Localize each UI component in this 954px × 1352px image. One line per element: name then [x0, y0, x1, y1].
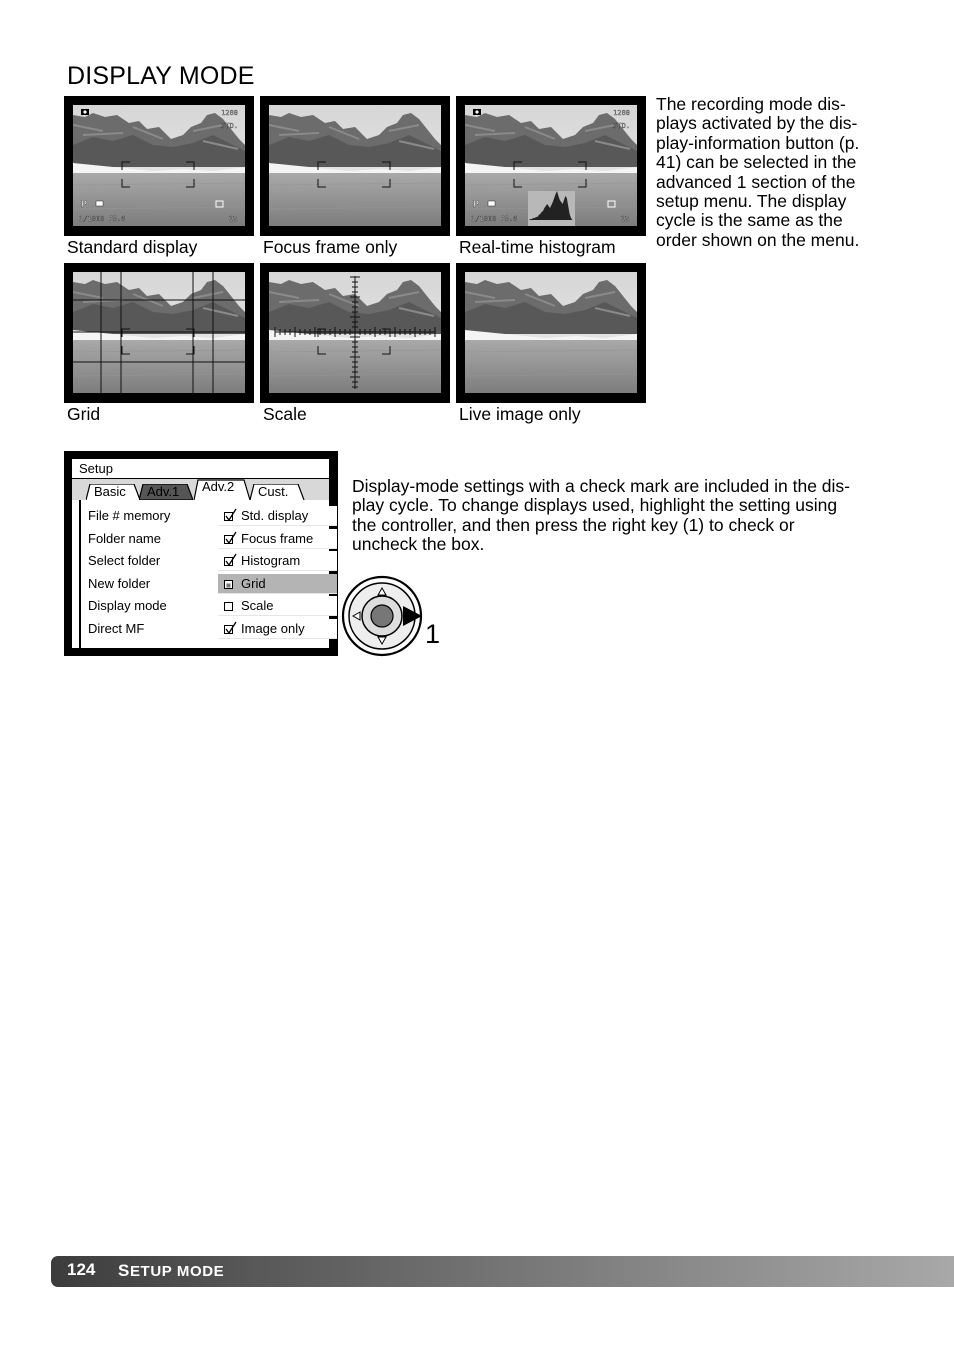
- menu-tab-bar: [72, 479, 329, 500]
- setup-menu-screen: [64, 451, 338, 656]
- intro-line: 41) can be selected in the: [656, 152, 857, 173]
- tab-adv1[interactable]: [139, 484, 195, 500]
- menu-item[interactable]: Select folder: [88, 553, 161, 568]
- checkbox-icon[interactable]: [224, 602, 233, 611]
- display-option-label: Image only: [241, 621, 305, 636]
- checkbox-checked-icon[interactable]: [224, 625, 233, 634]
- menu-title: Setup: [79, 461, 113, 476]
- svg-text:STD.: STD.: [613, 122, 630, 130]
- svg-text:12: 12: [228, 215, 237, 223]
- display-option[interactable]: [218, 619, 337, 639]
- instructions-line: the controller, and then press the right key (1) to check or: [352, 514, 795, 535]
- checkbox-checked-icon[interactable]: [224, 535, 233, 544]
- tab-basic[interactable]: [86, 484, 142, 500]
- controller-diagram: [340, 573, 435, 663]
- preview-scene: [73, 272, 245, 393]
- checkbox-icon[interactable]: [224, 580, 233, 589]
- caption-standard-display: Standard display: [67, 237, 198, 257]
- preview-scene: [269, 105, 441, 226]
- intro-line: order shown on the menu.: [656, 229, 860, 250]
- preview-scene: [73, 105, 245, 226]
- live-image-preview: [456, 263, 646, 403]
- intro-line: The recording mode dis-: [656, 94, 846, 114]
- intro-line: setup menu. The display: [656, 191, 847, 212]
- page-footer: [51, 1256, 954, 1287]
- histogram-preview: [456, 96, 646, 236]
- tab-cust-label: Cust.: [258, 484, 289, 499]
- preview-scene: [465, 105, 637, 226]
- display-option-label: Scale: [241, 598, 274, 613]
- display-option-label: Std. display: [241, 508, 309, 523]
- section-name: [118, 1261, 224, 1281]
- tab-basic-label: Basic: [94, 484, 126, 499]
- checkbox-checked-icon[interactable]: [224, 512, 233, 521]
- menu-item[interactable]: Direct MF: [88, 621, 145, 636]
- page-number: 124: [67, 1260, 96, 1279]
- instructions-paragraph: [352, 477, 850, 555]
- intro-line: play-information button (p.: [656, 132, 860, 153]
- intro-line: cycle is the same as the: [656, 210, 843, 231]
- instructions-line: play cycle. To change displays used, highlight the setting using: [352, 495, 838, 516]
- tab-adv2[interactable]: [194, 479, 252, 499]
- menu-item[interactable]: File # memory: [88, 508, 171, 523]
- checkbox-checked-icon[interactable]: [224, 557, 233, 566]
- caption-live-image: Live image only: [459, 404, 581, 424]
- intro-line: advanced 1 section of the: [656, 171, 856, 192]
- svg-text:P: P: [473, 199, 480, 209]
- preview-scene: [269, 272, 441, 393]
- svg-text:STD.: STD.: [221, 122, 238, 130]
- display-option[interactable]: [218, 529, 337, 549]
- tab-cust[interactable]: [250, 484, 306, 500]
- display-option-label: Histogram: [241, 553, 301, 568]
- right-key-number: 1: [425, 619, 441, 649]
- menu-item[interactable]: New folder: [88, 576, 151, 591]
- display-option[interactable]: [218, 506, 337, 526]
- intro-line: plays activated by the dis-: [656, 113, 858, 134]
- display-option-label: Focus frame: [241, 531, 314, 546]
- svg-text:1/1000 F5.6: 1/1000 F5.6: [79, 215, 126, 223]
- page-title: DISPLAY MODE: [67, 62, 255, 90]
- standard-display-preview: [64, 96, 254, 236]
- section-initial: S: [118, 1261, 130, 1280]
- svg-text:1280: 1280: [221, 109, 238, 117]
- caption-histogram: Real-time histogram: [459, 237, 616, 257]
- scale-preview: [260, 263, 450, 403]
- intro-paragraph: [656, 95, 859, 250]
- display-option-label: Grid: [241, 576, 266, 591]
- svg-text:1/1000 F5.6: 1/1000 F5.6: [471, 215, 518, 223]
- section-rest: ETUP MODE: [129, 1263, 225, 1280]
- tab-adv2-label: Adv.2: [202, 479, 235, 494]
- instructions-line: uncheck the box.: [352, 534, 485, 555]
- grid-preview: [64, 263, 254, 403]
- instructions-line: Display-mode settings with a check mark are included in the dis-: [352, 476, 850, 496]
- menu-item[interactable]: Folder name: [88, 531, 161, 546]
- svg-text:P: P: [81, 199, 88, 209]
- display-option[interactable]: [218, 596, 337, 616]
- display-option[interactable]: [218, 551, 337, 571]
- svg-text:12: 12: [620, 215, 629, 223]
- menu-item[interactable]: Display mode: [88, 598, 167, 613]
- caption-scale: Scale: [263, 404, 307, 424]
- display-option[interactable]: [218, 574, 337, 594]
- caption-focus-frame: Focus frame only: [263, 237, 398, 257]
- focus-frame-preview: [260, 96, 450, 236]
- tab-adv1-label: Adv.1: [147, 484, 180, 499]
- preview-scene: [465, 272, 637, 393]
- caption-grid: Grid: [67, 404, 101, 424]
- svg-text:1280: 1280: [613, 109, 630, 117]
- menu-left-rule: [79, 500, 81, 651]
